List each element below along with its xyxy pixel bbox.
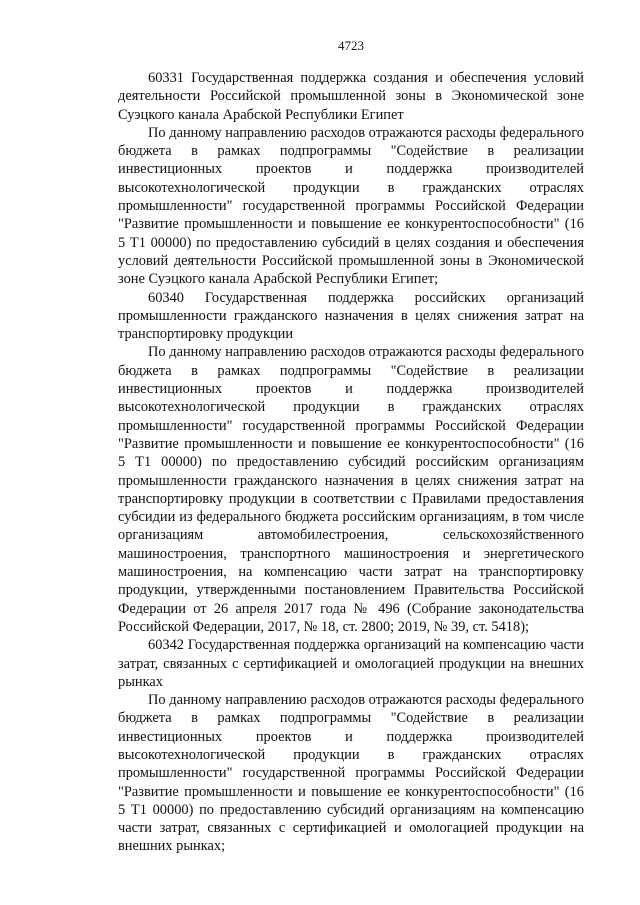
heading-60340: 60340 Государственная поддержка российских организаций промышленности гражданского назначения в целях снижения затрат на транспортировку продукции [118, 289, 584, 343]
heading-60342: 60342 Государственная поддержка организаций на компенсацию части затрат, связанных с сертификацией и омологацией продукции на внешних рынках [118, 637, 584, 690]
paragraph-60342-description: По данному направлению расходов отражаются расходы федерального бюджета в рамках подпрограммы "Содействие в реализации инвестиционных проектов и поддержка производителей высокотехнологической продукции в гражданских отраслях промышленности" государственной программы Российской Федерации "Развитие промышленности и повышение ее конкурентоспособности" (16 5 Т1 00000) по предоставлению субсидий организациям на компенсацию части затрат, связанных с сертификацией и омологацией продукции на внешних рынках; [118, 692, 584, 855]
paragraph-60340-description: По данному направлению расходов отражаются расходы федерального бюджета в рамках подпрограммы "Содействие в реализации инвестиционных проектов и поддержка производителей высокотехнологической продукции в гражданских отраслях промышленности" государственной программы Российской Федерации "Развитие промышленности и повышение ее конкурентоспособности" (16 5 Т1 00000) по предоставлению субсидий российским организациям промышленности гражданского назначения в целях снижения затрат на транспортировку продукции в соответствии с Правилами предоставления субсидии из федерального бюджета российским организациям, в том числе организациям автомобилестроения, сельскохозяйственного машиностроения, транспортного машиностроения и энергетического машиностроения, на компенсацию части затрат на транспортировку продукции, утвержденными постановлением Правительства Российской Федерации от 26 апреля 2017 года № 496 (Собрание законодательства Российской Федерации, 2017, № 18, ст. 2800; 2019, № 39, ст. 5418); [118, 344, 584, 635]
paragraph-60331-description: По данному направлению расходов отражаются расходы федерального бюджета в рамках подпрограммы "Содействие в реализации инвестиционных проектов и поддержка производителей высокотехнологической продукции в гражданских отраслях промышленности" государственной программы Российской Федерации "Развитие промышленности и повышение ее конкурентоспособности" (16 5 Т1 00000) по предоставлению субсидий в целях создания и обеспечения условий деятельности Российской промышленной зоны в Экономической зоне Суэцкого канала Арабской Республики Египет; [118, 124, 584, 288]
page-number: 4723 [338, 38, 364, 53]
heading-60331: 60331 Государственная поддержка создания и обеспечения условий деятельности Российской промышленной зоны в Экономической зоне Суэцкого канала Арабской Республики Египет [118, 70, 584, 123]
